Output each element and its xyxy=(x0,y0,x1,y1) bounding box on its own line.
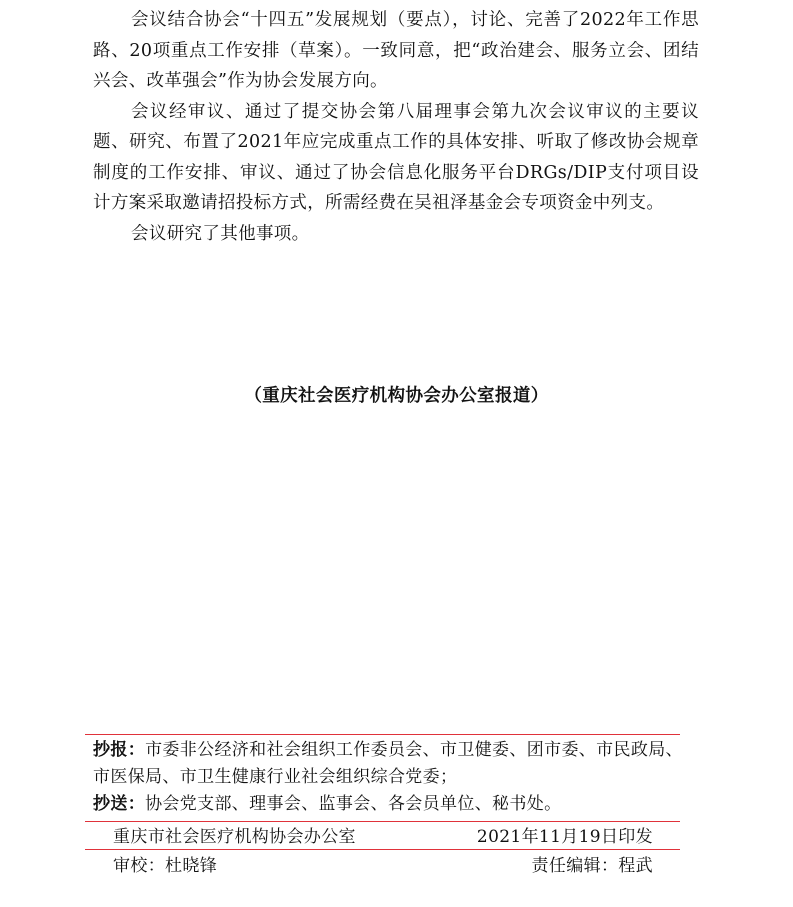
reviewer: 审校：杜晓锋 xyxy=(113,856,218,876)
document-body xyxy=(93,5,699,249)
copy-report-label: 抄报： xyxy=(93,740,146,760)
paragraph-work-plan: 会议结合协会“十四五”发展规划（要点），讨论、完善了2022年工作思路、20项重点工作安排（草案）。一致同意，把“政治建会、服务立会、团结兴会、改革强会”作为协会发展方向。 xyxy=(93,10,699,91)
paragraph-review-items: 会议经审议、通过了提交协会第八届理事会第九次会议审议的主要议题、研究、布置了2021年应完成重点工作的具体安排、听取了修改协会规章制度的工作安排、审议、通过了协会信息化服务平台DRGs/DIP支付项目设计方案采取邀请招投标方式，所需经费在吴祖泽基金会专项资金中列支。 xyxy=(93,101,699,213)
divider-top xyxy=(85,734,680,735)
copy-report-text: 市委非公经济和社会组织工作委员会、市卫健委、团市委、市民政局、市医保局、市卫生健康行业社会组织综合党委； xyxy=(93,740,683,787)
copy-report-line xyxy=(93,737,693,791)
copy-send-label: 抄送： xyxy=(93,794,146,814)
paragraph-other-matters: 会议研究了其他事项。 xyxy=(131,223,310,244)
copy-send-text: 协会党支部、理事会、监事会、各会员单位、秘书处。 xyxy=(145,794,562,814)
copy-send-line xyxy=(93,791,693,818)
print-date: 2021年11月19日印发 xyxy=(476,827,653,847)
divider-bottom xyxy=(85,849,680,850)
distribution-block xyxy=(93,737,693,818)
responsible-editor: 责任编辑：程武 xyxy=(531,856,653,876)
issuer-name: 重庆市社会医疗机构协会办公室 xyxy=(113,827,356,847)
report-source: （重庆社会医疗机构协会办公室报道） xyxy=(244,386,549,406)
